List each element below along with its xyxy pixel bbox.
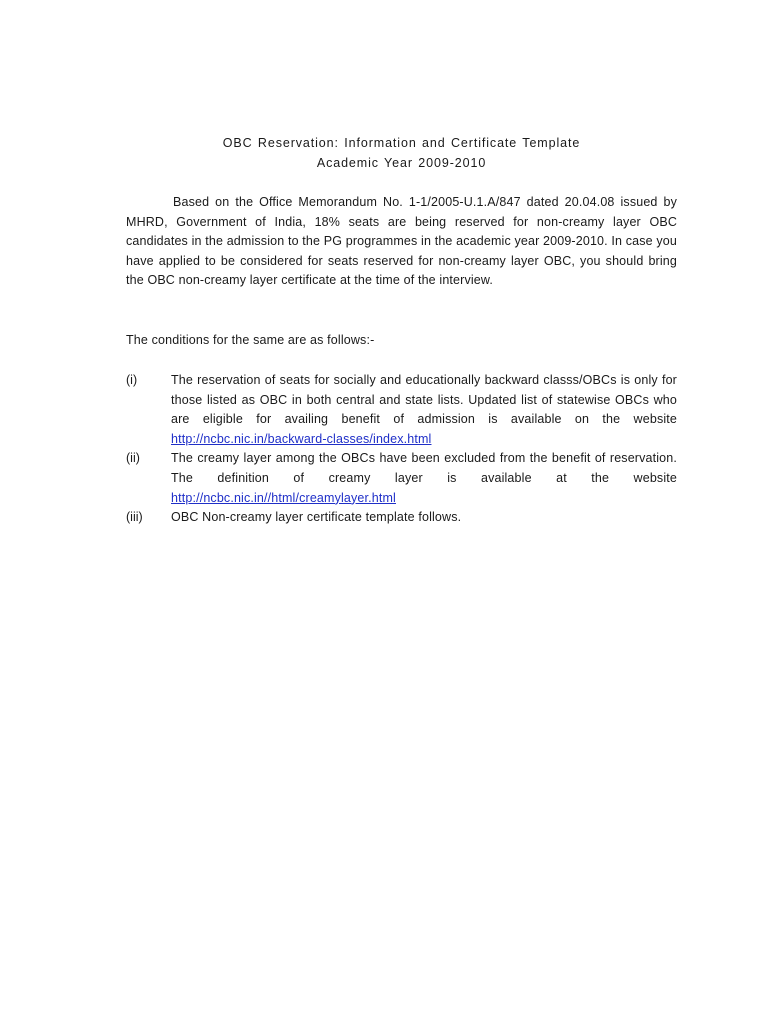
intro-paragraph: Based on the Office Memorandum No. 1-1/2005-U.1.A/847 dated 20.04.08 issued by MHRD, Government of India, 18% seats are being reserved for non-creamy layer OBC candidates in the admission to the PG programmes in the academic year 2009-2010. In case you have applied to be considered for seats reserved for non-creamy layer OBC, you should bring the OBC non-creamy layer certificate at the time of the interview. xyxy=(126,195,677,288)
conditions-heading: The conditions for the same are as follows:- xyxy=(126,333,375,347)
backward-classes-link[interactable]: http://ncbc.nic.in/backward-classes/index.html xyxy=(171,431,432,446)
condition-number: (iii) xyxy=(126,510,143,525)
condition-body: The creamy layer among the OBCs have been excluded from the benefit of reservation. The definition of creamy layer is available at the website xyxy=(171,451,677,485)
condition-item-1 xyxy=(126,371,677,449)
condition-item-3 xyxy=(126,508,677,528)
document-title: OBC Reservation: Information and Certificate Template xyxy=(222,136,581,150)
condition-text xyxy=(171,371,677,449)
condition-text xyxy=(171,449,677,508)
condition-item-2 xyxy=(126,449,677,508)
document-subtitle: Academic Year 2009-2010 xyxy=(316,156,487,170)
condition-body: The reservation of seats for socially and educationally backward classs/OBCs is only for those listed as OBC in both central and state lists. Updated list of statewise OBCs who are eligible for availing benefit of admission is available on the website xyxy=(171,373,677,427)
conditions-list xyxy=(126,371,677,528)
condition-number: (i) xyxy=(126,373,138,387)
condition-body: OBC Non-creamy layer certificate template follows. xyxy=(171,510,462,525)
creamy-layer-link[interactable]: http://ncbc.nic.in//html/creamylayer.html xyxy=(171,490,396,505)
condition-text xyxy=(171,508,677,528)
condition-number: (ii) xyxy=(126,451,140,466)
